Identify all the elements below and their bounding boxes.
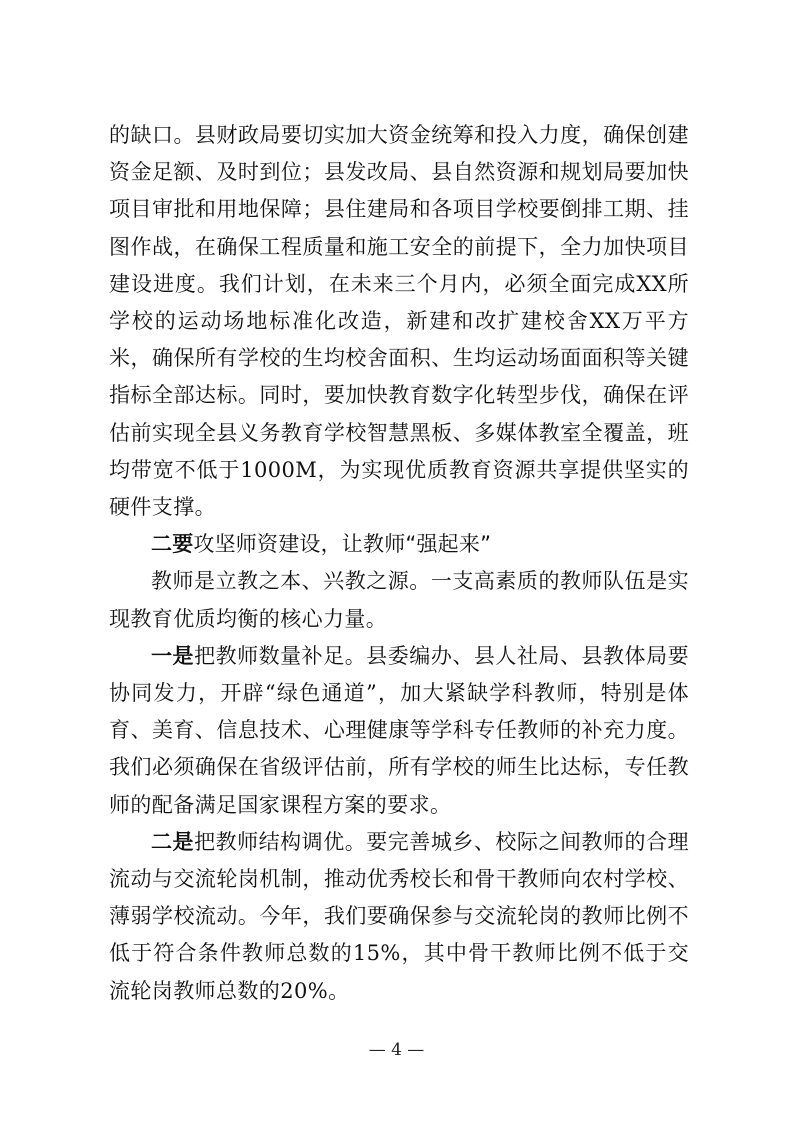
point-two-text: 把教师结构调优。要完善城乡、校际之间教师的合理流动与交流轮岗机制，推动优秀校长和骨干教师向农村学校、薄弱学校流动。今年，我们要确保参与交流轮岗的教师比例不低于符合条件教师总数的15%，其中骨干教师比例不低于交流轮岗教师总数的20%。 xyxy=(109,829,689,1003)
section-heading-lead: 二要 xyxy=(151,532,194,557)
paragraph-intro: 教师是立教之本、兴教之源。一支高素质的教师队伍是实现教育优质均衡的核心力量。 xyxy=(109,569,689,631)
point-two-lead: 二是 xyxy=(151,829,195,854)
point-one-lead: 一是 xyxy=(151,643,195,668)
document-body xyxy=(109,117,689,1010)
page-number: — 4 — xyxy=(368,1040,425,1060)
point-one-text: 把教师数量补足。县委编办、县人社局、县教体局要协同发力，开辟“绿色通道”，加大紧缺学科教师，特别是体育、美育、信息技术、心理健康等学科专任教师的补充力度。我们必须确保在省级评估前，所有学校的师生比达标，专任教师的配备满足国家课程方案的要求。 xyxy=(109,643,689,817)
paragraph-point-one xyxy=(109,638,689,824)
section-heading xyxy=(109,526,689,563)
section-heading-text: 攻坚师资建设，让教师“强起来” xyxy=(193,532,492,557)
paragraph-point-two xyxy=(109,824,689,1010)
paragraph-continuation: 的缺口。县财政局要切实加大资金统筹和投入力度，确保创建资金足额、及时到位；县发改局、县自然资源和规划局要加快项目审批和用地保障；县住建局和各项目学校要倒排工期、挂图作战，在确保工程质量和施工安全的前提下，全力加快项目建设进度。我们计划，在未来三个月内，必须全面完成XX所学校的运动场地标准化改造，新建和改扩建校舍XX万平方米，确保所有学校的生均校舍面积、生均运动场面面积等关键指标全部达标。同时，要加快教育数字化转型步伐，确保在评估前实现全县义务教育学校智慧黑板、多媒体教室全覆盖，班均带宽不低于1000M，为实现优质教育资源共享提供坚实的硬件支撑。 xyxy=(109,123,689,520)
